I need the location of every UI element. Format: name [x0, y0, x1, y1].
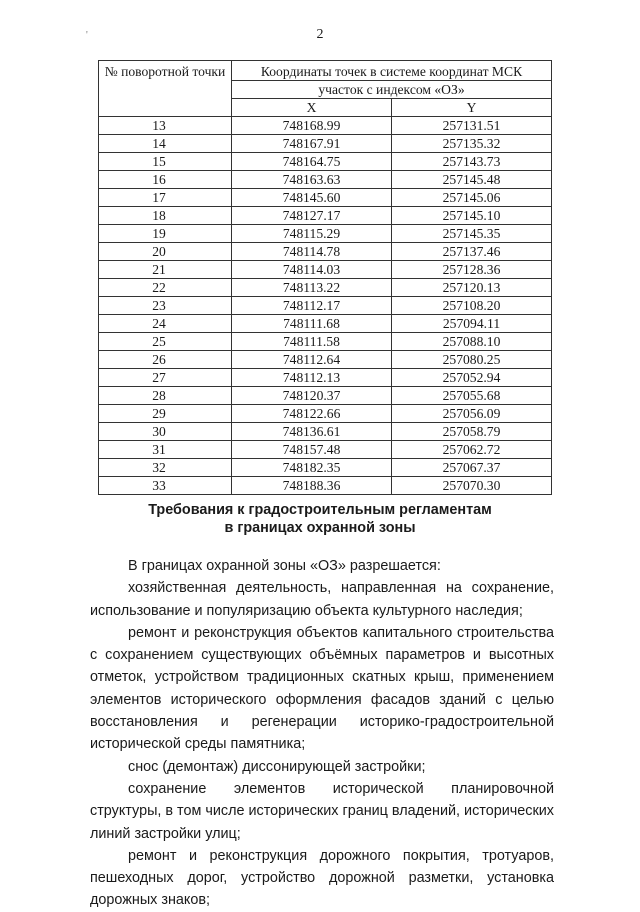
x-coordinate-cell: 748182.35	[232, 459, 392, 477]
x-coordinate-cell: 748112.17	[232, 297, 392, 315]
paragraph-item: сохранение элементов исторической планировочной структуры, в том числе исторических границ владений, исторических линий застройки улиц;	[90, 780, 554, 842]
point-number-cell: 20	[99, 243, 232, 261]
table-row	[99, 477, 552, 495]
y-coordinate-cell: 257052.94	[392, 369, 552, 387]
y-coordinate-cell: 257128.36	[392, 261, 552, 279]
x-coordinate-cell: 748164.75	[232, 153, 392, 171]
point-number-cell: 28	[99, 387, 232, 405]
y-coordinate-cell: 257145.06	[392, 189, 552, 207]
coordinates-table	[98, 60, 552, 495]
point-number-cell: 23	[99, 297, 232, 315]
y-coordinate-cell: 257135.32	[392, 135, 552, 153]
scan-mark: '	[86, 30, 88, 41]
table-row	[99, 315, 552, 333]
table-row	[99, 333, 552, 351]
table-row	[99, 261, 552, 279]
table-row	[99, 225, 552, 243]
y-coordinate-cell: 257088.10	[392, 333, 552, 351]
page-number: 2	[316, 27, 324, 42]
x-coordinate-cell: 748114.78	[232, 243, 392, 261]
x-coordinate-cell: 748112.13	[232, 369, 392, 387]
header-y: Y	[392, 99, 552, 117]
y-coordinate-cell: 257143.73	[392, 153, 552, 171]
table-row	[99, 423, 552, 441]
point-number-cell: 26	[99, 351, 232, 369]
table-row	[99, 405, 552, 423]
x-coordinate-cell: 748127.17	[232, 207, 392, 225]
y-coordinate-cell: 257080.25	[392, 351, 552, 369]
paragraph-item: снос (демонтаж) диссонирующей застройки;	[128, 758, 426, 775]
x-coordinate-cell: 748113.22	[232, 279, 392, 297]
x-coordinate-cell: 748111.68	[232, 315, 392, 333]
table-row	[99, 117, 552, 135]
x-coordinate-cell: 748145.60	[232, 189, 392, 207]
y-coordinate-cell: 257070.30	[392, 477, 552, 495]
table-row	[99, 459, 552, 477]
y-coordinate-cell: 257145.10	[392, 207, 552, 225]
x-coordinate-cell: 748114.03	[232, 261, 392, 279]
header-plot-index: участок с индексом «ОЗ»	[232, 81, 552, 99]
y-coordinate-cell: 257062.72	[392, 441, 552, 459]
header-point-number: № поворотной точки	[99, 61, 232, 117]
point-number-cell: 13	[99, 117, 232, 135]
table-row	[99, 279, 552, 297]
point-number-cell: 14	[99, 135, 232, 153]
point-number-cell: 16	[99, 171, 232, 189]
table-body	[99, 117, 552, 495]
x-coordinate-cell: 748115.29	[232, 225, 392, 243]
paragraph-item: ремонт и реконструкция объектов капитального строительства с сохранением существующих объёмных параметров и высотных отметок, устройством традиционных скатных крыш, применением элементов исторического оформления фасадов зданий с целью восстановления и регенерации историко-градостроительной исторической среды памятника;	[90, 624, 554, 753]
point-number-cell: 21	[99, 261, 232, 279]
paragraph-intro: В границах охранной зоны «ОЗ» разрешается:	[128, 558, 441, 574]
y-coordinate-cell: 257145.48	[392, 171, 552, 189]
body-text	[90, 555, 554, 912]
y-coordinate-cell: 257108.20	[392, 297, 552, 315]
point-number-cell: 17	[99, 189, 232, 207]
paragraph-item: ремонт и реконструкция дорожного покрытия, тротуаров, пешеходных дорог, устройство дорожной разметки, установка дорожных знаков;	[90, 847, 554, 909]
table-row	[99, 189, 552, 207]
x-coordinate-cell: 748188.36	[232, 477, 392, 495]
y-coordinate-cell: 257137.46	[392, 243, 552, 261]
x-coordinate-cell: 748122.66	[232, 405, 392, 423]
point-number-cell: 15	[99, 153, 232, 171]
y-coordinate-cell: 257055.68	[392, 387, 552, 405]
table-row	[99, 369, 552, 387]
point-number-cell: 30	[99, 423, 232, 441]
x-coordinate-cell: 748112.64	[232, 351, 392, 369]
y-coordinate-cell: 257094.11	[392, 315, 552, 333]
x-coordinate-cell: 748168.99	[232, 117, 392, 135]
y-coordinate-cell: 257067.37	[392, 459, 552, 477]
table-row	[99, 441, 552, 459]
table-row	[99, 243, 552, 261]
table-row	[99, 135, 552, 153]
y-coordinate-cell: 257145.35	[392, 225, 552, 243]
point-number-cell: 33	[99, 477, 232, 495]
table-row	[99, 171, 552, 189]
y-coordinate-cell: 257120.13	[392, 279, 552, 297]
table-row	[99, 297, 552, 315]
table-row	[99, 207, 552, 225]
paragraph-item: хозяйственная деятельность, направленная на сохранение, использование и популяризацию объекта культурного наследия;	[90, 580, 554, 619]
x-coordinate-cell: 748163.63	[232, 171, 392, 189]
point-number-cell: 29	[99, 405, 232, 423]
table-row	[99, 153, 552, 171]
section-title-line2: в границах охранной зоны	[224, 520, 416, 536]
header-coordinates: Координаты точек в системе координат МСК	[232, 61, 552, 81]
header-x: X	[232, 99, 392, 117]
section-title	[0, 501, 640, 537]
x-coordinate-cell: 748136.61	[232, 423, 392, 441]
x-coordinate-cell: 748157.48	[232, 441, 392, 459]
section-title-line1: Требования к градостроительным регламентам	[148, 502, 492, 518]
point-number-cell: 31	[99, 441, 232, 459]
point-number-cell: 22	[99, 279, 232, 297]
y-coordinate-cell: 257131.51	[392, 117, 552, 135]
table-row	[99, 387, 552, 405]
point-number-cell: 18	[99, 207, 232, 225]
x-coordinate-cell: 748111.58	[232, 333, 392, 351]
y-coordinate-cell: 257058.79	[392, 423, 552, 441]
x-coordinate-cell: 748120.37	[232, 387, 392, 405]
point-number-cell: 24	[99, 315, 232, 333]
x-coordinate-cell: 748167.91	[232, 135, 392, 153]
point-number-cell: 25	[99, 333, 232, 351]
table-header-row	[99, 61, 552, 81]
y-coordinate-cell: 257056.09	[392, 405, 552, 423]
point-number-cell: 27	[99, 369, 232, 387]
table-row	[99, 351, 552, 369]
point-number-cell: 32	[99, 459, 232, 477]
point-number-cell: 19	[99, 225, 232, 243]
